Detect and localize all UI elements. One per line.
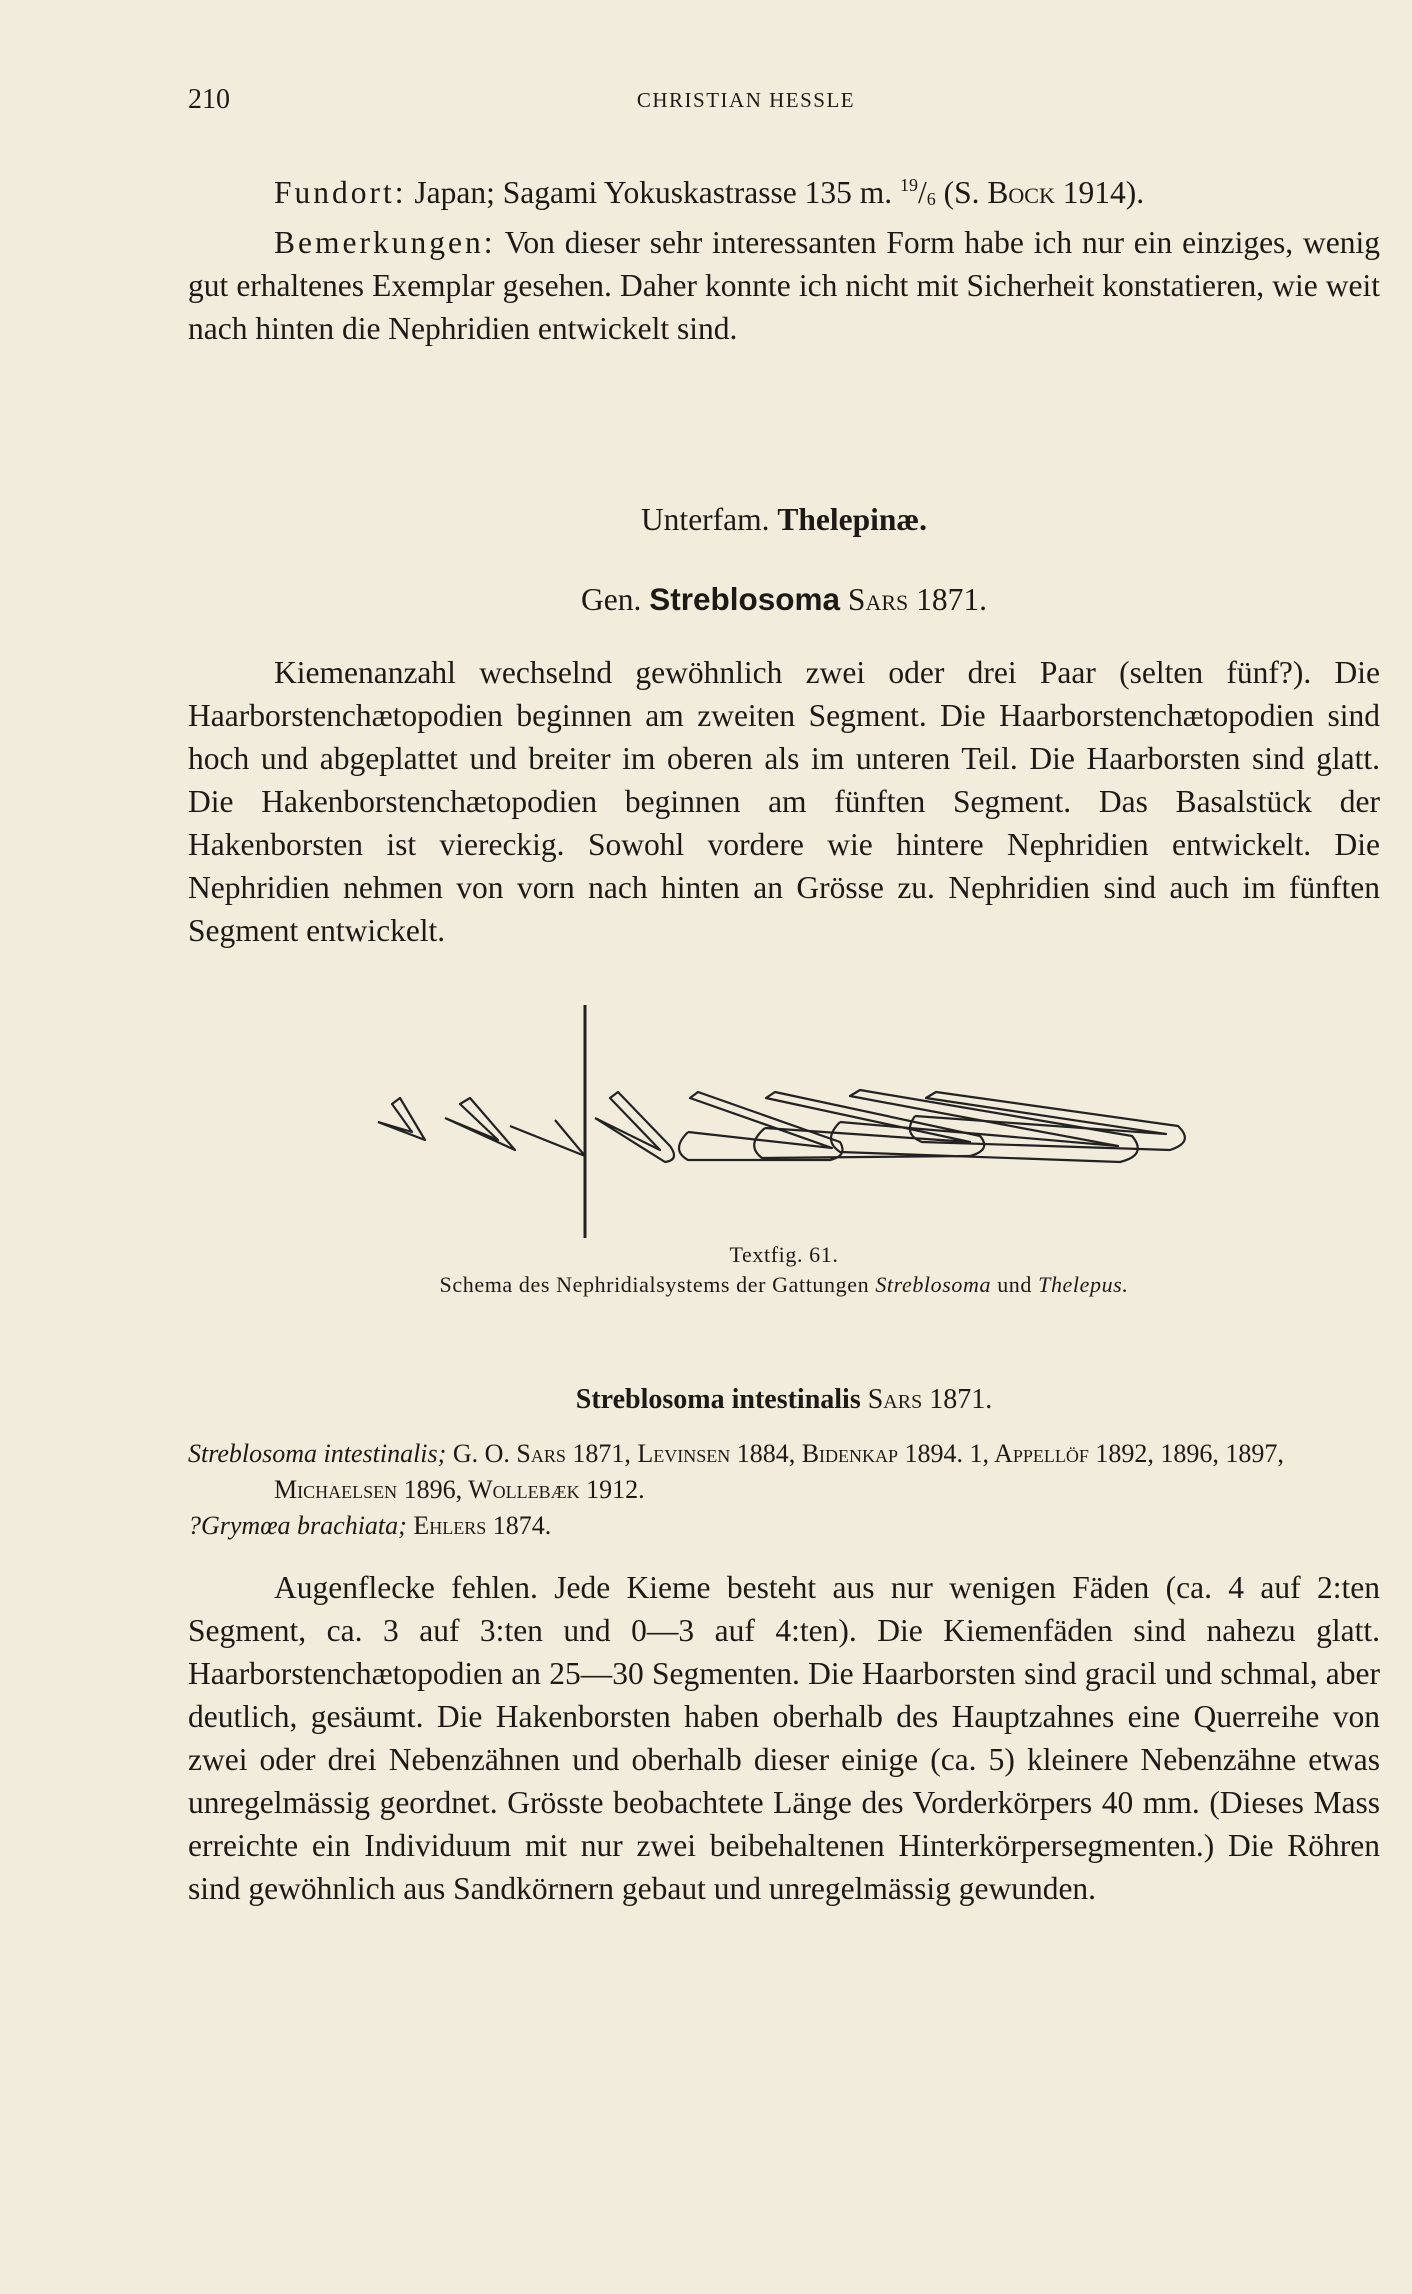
genus-description: Kiemenanzahl wechselnd gewöhnlich zwei oder drei Paar (selten fünf?). Die Haarborstenchætopodien beginnen am zweiten Segment. Die Haarborstenchætopodien sind hoch und abgeplattet und breiter im oberen als im unteren Teil. Die Haarborsten sind glatt. Die Hakenborstenchætopodien beginnen am fünften Segment. Das Basalstück der Hakenborsten ist viereckig. Sowohl vordere wie hintere Nephridien entwickelt. Die Nephridien nehmen von vorn nach hinten an Grösse zu. Nephridien sind auch im fünften Segment entwickelt. xyxy=(188,655,1380,948)
nephridium-2 xyxy=(445,1098,515,1150)
synonym-references: Ehlers 1874. xyxy=(406,1511,552,1540)
synonymy-entry xyxy=(188,1436,1380,1508)
figure-caption xyxy=(188,1270,1380,1300)
genus-author: Sars xyxy=(840,582,909,617)
page-header xyxy=(188,84,1304,124)
caption-genus-1: Streblosoma xyxy=(875,1272,992,1297)
nephridium-4 xyxy=(595,1092,674,1162)
caption-text: Schema des Nephridialsystems der Gattungen xyxy=(439,1272,876,1297)
intro-section xyxy=(188,164,1380,350)
species-heading xyxy=(188,1378,1380,1421)
bemerkungen-label: Bemerkungen: xyxy=(274,225,496,260)
synonym-name: ?Grymœa brachiata; xyxy=(188,1511,407,1540)
fundort-label: Fundort: xyxy=(274,175,407,210)
subfamily-name: Thelepinæ. xyxy=(777,502,928,537)
genus-description-section xyxy=(188,651,1380,952)
species-description: Augenflecke fehlen. Jede Kieme besteht aus nur wenigen Fäden (ca. 4 auf 2:ten Segment, ca. 3 auf 3:ten und 0—3 auf 4:ten). Die Kiemenfäden sind nahezu glatt. Haarborstenchætopodien an 25—30 Segmenten. Die Haarborsten sind gracil und schmal, aber deutlich, gesäumt. Die Hakenborsten haben oberhalb des Hauptzahnes eine Querreihe von zwei oder drei Nebenzähnen und oberhalb dieser einige (ca. 5) kleinere Nebenzähne etwas unregelmässig geordnet. Grösste beobachtete Länge des Vorderkörpers 40 mm. (Dieses Mass erreichte ein Individuum mit nur zwei beibehaltenen Hinterkörpersegmenten.) Die Röhren sind gewöhnlich aus Sandkörnern gebaut und unregelmässig gewunden. xyxy=(188,1570,1380,1906)
fundort-text: Japan; Sagami Yokuskastrasse 135 m. xyxy=(406,175,900,210)
species-name: Streblosoma intestinalis xyxy=(575,1384,861,1415)
caption-mid: und xyxy=(991,1272,1039,1297)
nephridium-7 xyxy=(831,1090,1138,1162)
genus-prefix: Gen. xyxy=(581,582,650,617)
fraction-numerator: 19 xyxy=(900,175,918,195)
subfamily-heading xyxy=(188,498,1380,541)
bemerkungen-paragraph xyxy=(188,221,1380,350)
species-year: 1871. xyxy=(922,1384,993,1415)
genus-name: Streblosoma xyxy=(649,581,841,617)
synonymy xyxy=(188,1436,1380,1544)
synonymy-entry xyxy=(188,1508,1380,1544)
nephridium-1 xyxy=(378,1098,425,1140)
caption-genus-2: Thelepus. xyxy=(1038,1272,1129,1297)
running-head: CHRISTIAN HESSLE xyxy=(636,88,856,112)
fraction-denominator: 6 xyxy=(926,189,936,209)
species-description-section xyxy=(188,1566,1380,1910)
page-number: 210 xyxy=(188,84,230,115)
subfamily-prefix: Unterfam. xyxy=(640,502,778,537)
fundort-text-b: (S. xyxy=(935,175,988,210)
fundort-text-c: 1914). xyxy=(1054,175,1145,210)
nephridia-figure xyxy=(370,1000,1210,1250)
bemerkungen-text: Von dieser sehr interessanten Form habe ich nur ein einziges, wenig gut erhaltenes Exemplar gesehen. Daher konnte ich nicht mit Sicherheit konstatieren, wie weit nach hinten die Nephridien entwickelt sind. xyxy=(188,225,1380,346)
genus-heading xyxy=(188,578,1380,621)
species-author: Sars xyxy=(860,1384,923,1415)
figure-label: Textfig. 61. xyxy=(729,1242,839,1267)
synonym-references: G. O. Sars 1871, Levinsen 1884, Bidenkap 1894. 1, Appellöf 1892, 1896, 1897, Michaelsen 1896, Wollebæk 1912. xyxy=(274,1439,1284,1504)
fundort-author: Bock xyxy=(987,175,1055,210)
genus-year: 1871. xyxy=(908,582,987,617)
nephridium-3 xyxy=(510,1120,585,1156)
synonym-name: Streblosoma intestinalis; xyxy=(188,1439,447,1468)
fundort-paragraph: Fundort: Japan; Sagami Yokuskastrasse 135 m. $^{19}/_6$ (S. Bock 1914). xyxy=(274,175,1145,210)
